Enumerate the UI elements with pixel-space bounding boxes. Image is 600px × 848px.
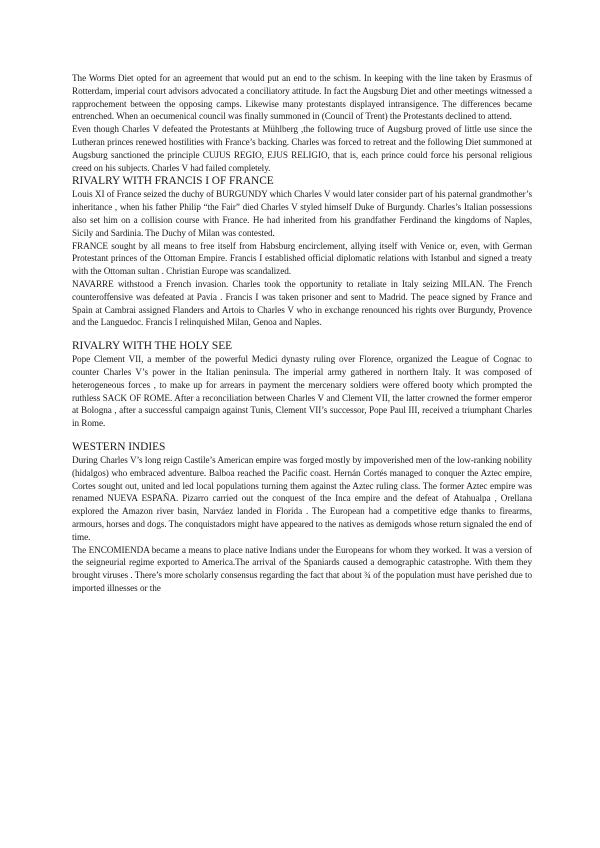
paragraph: Louis XI of France seized the duchy of BURGUNDY which Charles V would later consider part of his paternal grandmother’s inheritance , when his father Philip “the Fair” died Charles V styled himself Duke of Burgundy. Charles’s Italian possessions also set him on a collision course with France. He had inherited from his grandfather Ferdinand the kingdoms of Naples, Sicily and Sardinia. The Duchy of Milan was contested. — [72, 189, 532, 238]
paragraph: FRANCE sought by all means to free itself from Habsburg encirclement, allying itself with Venice or, even, with German Protestant princes of the Ottoman Empire. Francis I established official diplomatic relations with Istanbul and signed a treaty with the Ottoman sultan . Christian Europe was scandalized. — [72, 240, 532, 277]
paragraph: The ENCOMIENDA became a means to place native Indians under the Europeans for whom they worked. It was a version of the seigneurial regime exported to America.The arrival of the Spaniards caused a demographic catastrophe. With them they brought viruses . There’s more scholarly consensus regarding the fact that about ¾ of the population must have perished due to imported illnesses or the — [72, 544, 532, 593]
paragraph: NAVARRE withstood a French invasion. Charles took the opportunity to retaliate in Italy seizing MILAN. The French counteroffensive was defeated at Pavia . Francis I was taken prisoner and sent to Madrid. The peace signed by France and Spain at Cambrai assigned Flanders and Artois to Charles V who in exchange renounced his rights over Burgundy, Provence and the Languedoc. Francis I relinquished Milan, Genoa and Naples. — [72, 278, 532, 328]
document-page — [72, 72, 532, 595]
section-heading: RIVALRY WITH FRANCIS I OF FRANCE — [72, 175, 274, 188]
paragraph: Pope Clement VII, a member of the powerful Medici dynasty ruling over Florence, organized the League of Cognac to counter Charles V’s power in the Italian peninsula. The imperial army gathered in northern Italy. It was composed of heterogeneous forces , to make up for arrears in payment the mercenary soldiers were offered booty which prompted the ruthless SACK OF ROME. After a reconciliation between Charles V and Clement VII, the latter crowned the former emperor at Bologna , after a successful campaign against Tunis, Clement VII’s successor, Pope Paul III, received a triumphant Charles in Rome. — [72, 354, 532, 429]
paragraph: During Charles V’s long reign Castile’s American empire was forged mostly by impoverished men of the low-ranking nobility (hidalgos) who embraced adventure. Balboa reached the Pacific coast. Hernán Cortés managed to conquer the Aztec empire, Cortes sought out, united and led local populations turning them against the Aztec ruling class. The former Aztec empire was renamed NUEVA ESPAÑA. Pizarro carried out the conquest of the Inca empire and the defeat of Atahualpa , Orellana explored the Amazon river basin, Narváez landed in Florida . The European had a competitive edge thanks to firearms, armours, horses and dogs. The conquistadors might have appeared to the natives as demigods whose return signaled the end of time. — [72, 454, 532, 542]
paragraph: Even though Charles V defeated the Protestants at Mühlberg ,the following truce of Augsburg proved of little use since the Lutheran princes renewed hostilities with France’s backing. Charles was forced to retreat and the following Diet summoned at Augsburg sanctioned the principle CUJUS REGIO, EJUS RELIGIO, that is, each prince could force his personal religious creed on his subjects. Charles V had failed completely. — [72, 124, 532, 173]
paragraph: The Worms Diet opted for an agreement that would put an end to the schism. In keeping with the line taken by Erasmus of Rotterdam, imperial court advisors advocated a conciliatory attitude. In fact the Augsburg Diet and other meetings witnessed a rapprochement between the opposing camps. Likewise many protestants displayed intransigence. The differences became entrenched. When an oecumenical council was finally summoned in (Council of Trent) the Protestants declined to attend. — [72, 73, 532, 122]
section-religion — [72, 72, 532, 174]
spacer — [72, 329, 532, 339]
section-rivalry-francis — [72, 174, 532, 329]
section-rivalry-holy-see — [72, 339, 532, 430]
section-heading: RIVALRY WITH THE HOLY SEE — [72, 340, 233, 353]
section-western-indies — [72, 440, 532, 595]
spacer — [72, 430, 532, 440]
section-heading: WESTERN INDIES — [72, 440, 166, 453]
